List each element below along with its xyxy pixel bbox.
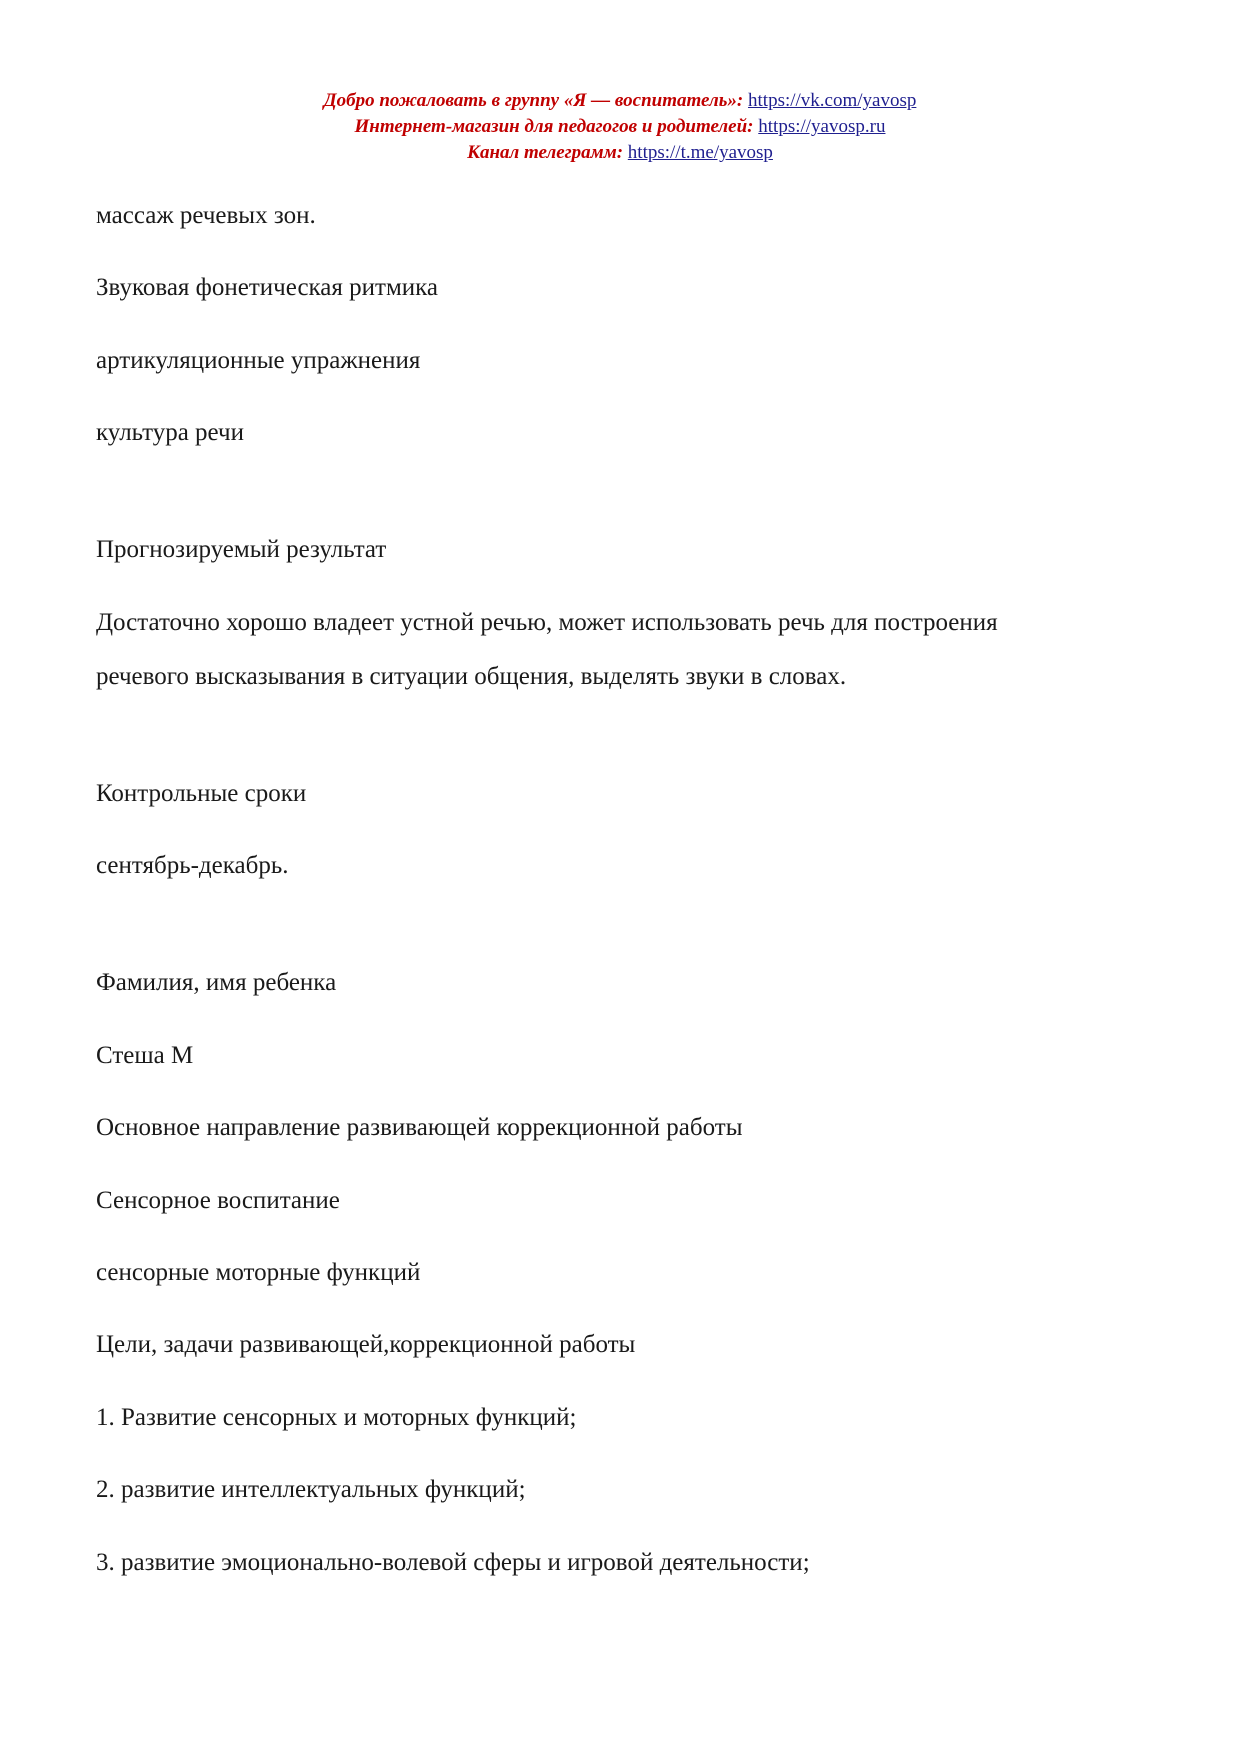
group-label: Добро пожаловать в группу «Я — воспитатель»: — [323, 90, 744, 111]
section-heading: Прогнозируемый результат — [96, 536, 387, 563]
shop-link[interactable]: https://yavosp.ru — [758, 116, 886, 137]
list-item: 2. развитие интеллектуальных функций; — [96, 1476, 526, 1503]
vk-link[interactable]: https://vk.com/yavosp — [748, 90, 917, 111]
text-line: сентябрь-декабрь. — [96, 852, 289, 879]
text-line: массаж речевых зон. — [96, 202, 316, 229]
shop-label: Интернет-магазин для педагогов и родителей: — [354, 116, 754, 137]
header-line-group — [0, 88, 1240, 114]
page-header — [0, 88, 1240, 166]
telegram-label: Канал телеграмм: — [467, 142, 624, 163]
text-line: Звуковая фонетическая ритмика — [96, 274, 439, 301]
text-line: сенсорные моторные функций — [96, 1259, 421, 1286]
paragraph-line: Достаточно хорошо владеет устной речью, может использовать речь для построения — [96, 609, 998, 636]
section-heading: Контрольные сроки — [96, 780, 307, 807]
text-line: культура речи — [96, 419, 244, 446]
section-heading: Основное направление развивающей коррекционной работы — [96, 1114, 743, 1141]
section-heading: Цели, задачи развивающей,коррекционной работы — [96, 1331, 636, 1358]
list-item: 3. развитие эмоционально-волевой сферы и игровой деятельности; — [96, 1549, 810, 1576]
telegram-link[interactable]: https://t.me/yavosp — [627, 142, 773, 163]
section-heading: Фамилия, имя ребенка — [96, 969, 337, 996]
header-line-telegram — [0, 140, 1240, 166]
text-line: Сенсорное воспитание — [96, 1187, 340, 1214]
list-item: 1. Развитие сенсорных и моторных функций; — [96, 1404, 577, 1431]
text-line: артикуляционные упражнения — [96, 347, 421, 374]
text-line: Стеша М — [96, 1042, 194, 1069]
header-line-shop — [0, 114, 1240, 140]
paragraph-line: речевого высказывания в ситуации общения, выделять звуки в словах. — [96, 663, 847, 690]
